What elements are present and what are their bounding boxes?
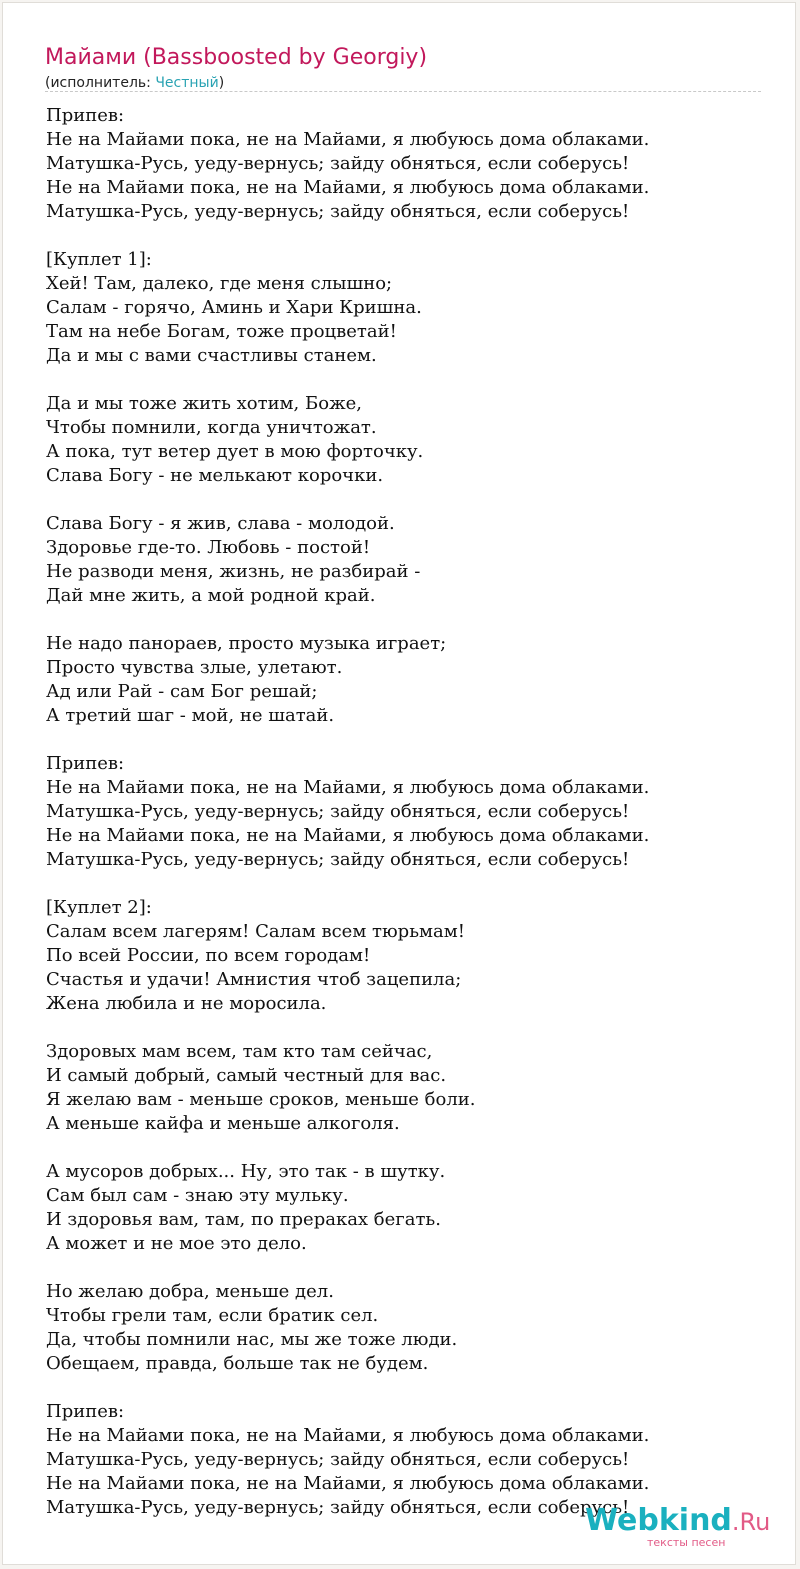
- artist-prefix: (исполнитель:: [45, 75, 156, 91]
- lyric-line: Не на Майами пока, не на Майами, я любуюсь дома облаками.: [46, 177, 650, 198]
- stanza: [46, 752, 786, 872]
- lyric-line: И самый добрый, самый честный для вас.: [46, 1065, 447, 1086]
- lyric-line: Я желаю вам - меньше сроков, меньше боли.: [46, 1089, 476, 1110]
- lyric-line: Припев:: [46, 753, 125, 774]
- lyric-line: Салам - горячо, Аминь и Хари Кришна.: [46, 297, 422, 318]
- lyric-line: Не на Майами пока, не на Майами, я любуюсь дома облаками.: [46, 1425, 650, 1446]
- song-title: Майами (Bassboosted by Georgiy): [45, 45, 428, 70]
- lyric-line: Сам был сам - знаю эту мульку.: [46, 1185, 349, 1206]
- lyric-line: Здоровых мам всем, там кто там сейчас,: [46, 1041, 433, 1062]
- lyric-line: По всей России, по всем городам!: [46, 945, 371, 966]
- lyric-line: Просто чувства злые, улетают.: [46, 657, 343, 678]
- lyric-line: Слава Богу - не мелькают корочки.: [46, 465, 384, 486]
- artist-line: [45, 73, 224, 93]
- lyric-line: Матушка-Русь, уеду-вернусь; зайду обняться, если соберусь!: [46, 201, 630, 222]
- lyric-line: Не на Майами пока, не на Майами, я любуюсь дома облаками.: [46, 825, 650, 846]
- stanza: [46, 512, 786, 608]
- lyric-line: Не на Майами пока, не на Майами, я любуюсь дома облаками.: [46, 1473, 650, 1494]
- lyric-line: Не на Майами пока, не на Майами, я любуюсь дома облаками.: [46, 777, 650, 798]
- stanza: [46, 248, 786, 368]
- lyrics-body: [46, 104, 786, 1544]
- lyric-line: А может и не мое это дело.: [46, 1233, 307, 1254]
- stanza: [46, 1160, 786, 1256]
- lyrics-card: [2, 2, 796, 1565]
- logo-tagline: тексты песен: [647, 1536, 726, 1549]
- lyric-line: Не разводи меня, жизнь, не разбирай -: [46, 561, 421, 582]
- lyric-line: Но желаю добра, меньше дел.: [46, 1281, 334, 1302]
- lyric-line: А третий шаг - мой, не шатай.: [46, 705, 335, 726]
- lyric-line: Салам всем лагерям! Салам всем тюрьмам!: [46, 921, 465, 942]
- lyric-line: Чтобы помнили, когда уничтожат.: [46, 417, 377, 438]
- lyric-line: Не надо панораев, просто музыка играет;: [46, 633, 447, 654]
- stanza: [46, 104, 786, 224]
- lyric-line: Да и мы тоже жить хотим, Боже,: [46, 393, 363, 414]
- lyric-line: Матушка-Русь, уеду-вернусь; зайду обняться, если соберусь!: [46, 153, 630, 174]
- artist-suffix: ): [218, 75, 225, 91]
- lyric-line: [Куплет 1]:: [46, 249, 152, 270]
- stanza: [46, 1400, 786, 1520]
- lyric-line: Дай мне жить, а мой родной край.: [46, 585, 376, 606]
- logo-wordmark: [585, 1503, 770, 1540]
- lyric-line: Счастья и удачи! Амнистия чтоб зацепила;: [46, 969, 462, 990]
- stanza: [46, 896, 786, 1016]
- lyric-line: Припев:: [46, 105, 125, 126]
- lyric-line: Матушка-Русь, уеду-вернусь; зайду обняться, если соберусь!: [46, 849, 630, 870]
- lyric-line: Матушка-Русь, уеду-вернусь; зайду обняться, если соберусь!: [46, 1449, 630, 1470]
- lyric-line: Слава Богу - я жив, слава - молодой.: [46, 513, 395, 534]
- artist-link[interactable]: Честный: [155, 75, 219, 91]
- lyric-line: Хей! Там, далеко, где меня слышно;: [46, 273, 393, 294]
- lyric-line: Там на небе Богам, тоже процветай!: [46, 321, 397, 342]
- dashed-divider: [45, 91, 761, 92]
- lyric-line: Да, чтобы помнили нас, мы же тоже люди.: [46, 1329, 458, 1350]
- lyric-line: [Куплет 2]:: [46, 897, 152, 918]
- lyric-line: Матушка-Русь, уеду-вернусь; зайду обняться, если соберусь!: [46, 1497, 630, 1518]
- lyric-line: Ад или Рай - сам Бог решай;: [46, 681, 318, 702]
- lyric-line: Матушка-Русь, уеду-вернусь; зайду обняться, если соберусь!: [46, 801, 630, 822]
- logo-name: Webkind: [585, 1503, 732, 1538]
- stanza: [46, 1040, 786, 1136]
- lyric-line: А мусоров добрых... Ну, это так - в шутку.: [46, 1161, 446, 1182]
- lyric-line: Жена любила и не моросила.: [46, 993, 327, 1014]
- lyric-line: Не на Майами пока, не на Майами, я любуюсь дома облаками.: [46, 129, 650, 150]
- stanza: [46, 392, 786, 488]
- lyric-line: А меньше кайфа и меньше алкоголя.: [46, 1113, 400, 1134]
- lyric-line: Здоровье где-то. Любовь - постой!: [46, 537, 371, 558]
- logo-tld: .Ru: [731, 1508, 771, 1536]
- lyric-line: Припев:: [46, 1401, 125, 1422]
- stanza: [46, 1280, 786, 1376]
- lyric-line: Да и мы с вами счастливы станем.: [46, 345, 377, 366]
- webkind-logo: [585, 1503, 785, 1553]
- stanza: [46, 632, 786, 728]
- lyric-line: Обещаем, правда, больше так не будем.: [46, 1353, 429, 1374]
- lyric-line: А пока, тут ветер дует в мою форточку.: [46, 441, 424, 462]
- lyric-line: И здоровья вам, там, по прераках бегать.: [46, 1209, 441, 1230]
- lyric-line: Чтобы грели там, если братик сел.: [46, 1305, 379, 1326]
